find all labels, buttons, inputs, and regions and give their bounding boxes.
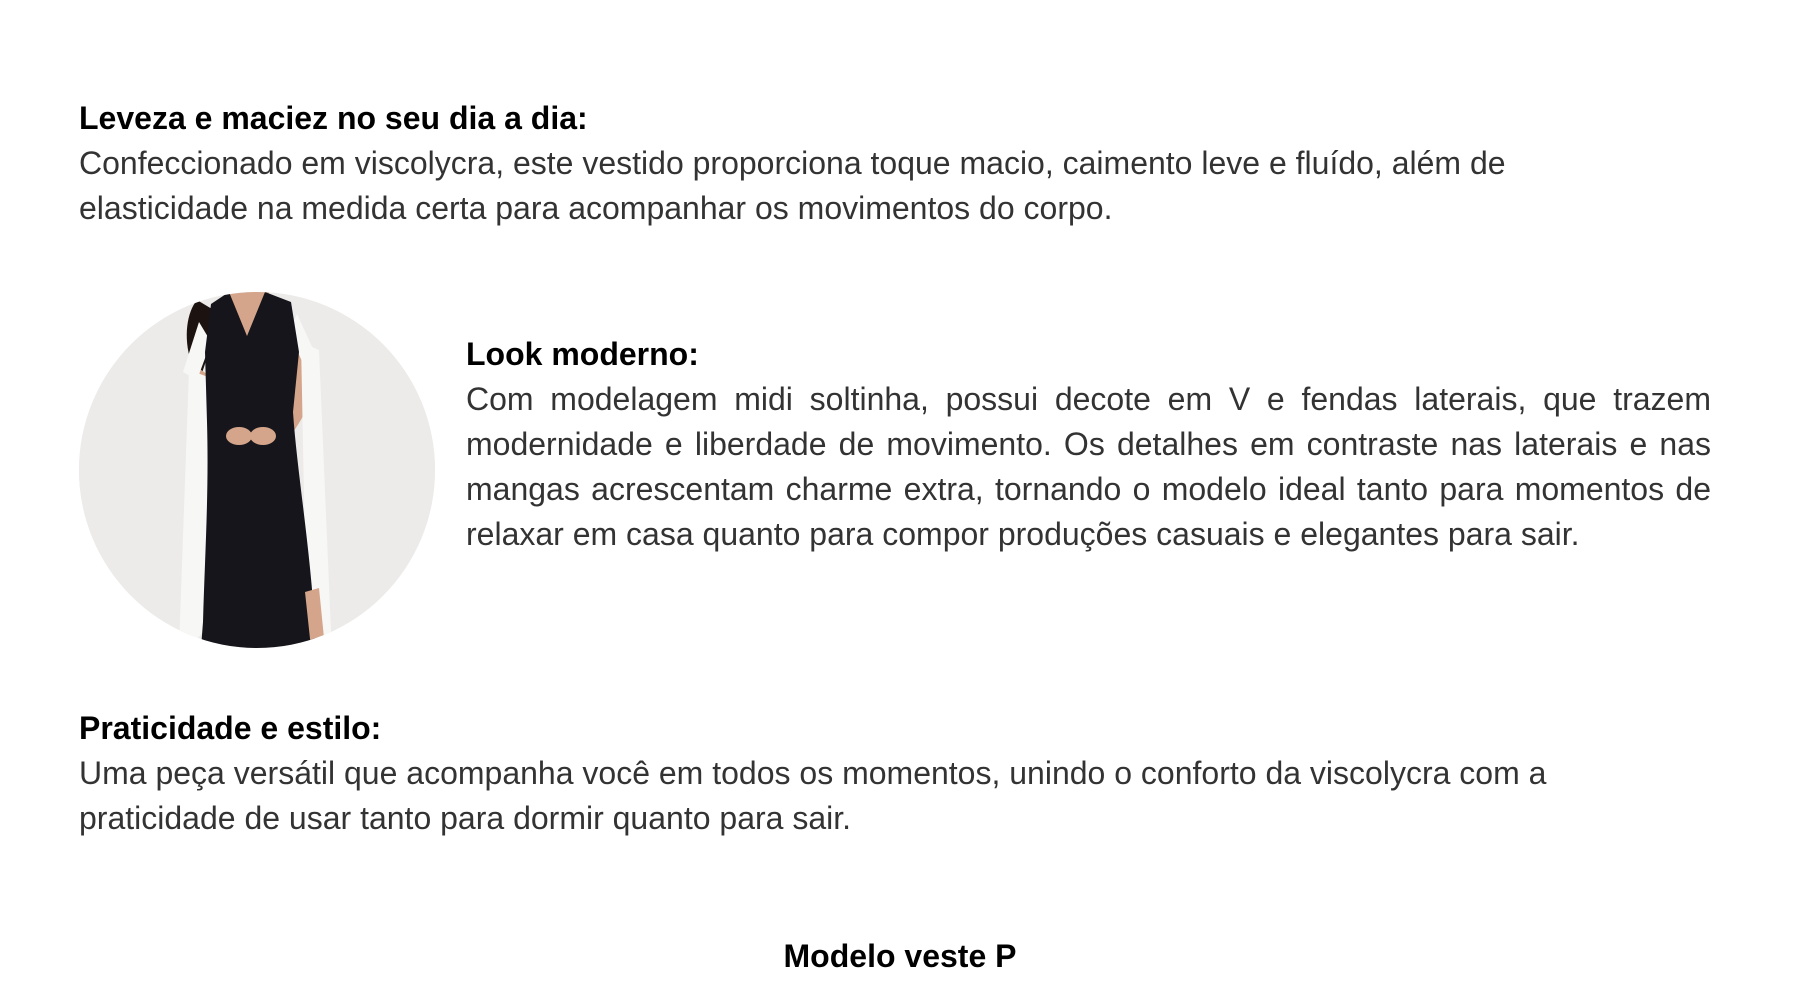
section-heading-lightness: Leveza e maciez no seu dia a dia: <box>79 100 588 136</box>
section-text-modern-look <box>466 332 1711 557</box>
section-practicality <box>79 706 1559 841</box>
section-body-modern-look: Com modelagem midi soltinha, possui decote em V e fendas laterais, que trazem modernidade e liberdade de movimento. Os detalhes em contraste nas laterais e nas mangas acrescentam charme extra, tornando o modelo ideal tanto para momentos de relaxar em casa quanto para compor produções casuais e elegantes para sair. <box>466 381 1711 552</box>
section-body-practicality: Uma peça versátil que acompanha você em todos os momentos, unindo o conforto da viscolycra com a praticidade de usar tanto para dormir quanto para sair. <box>79 755 1547 836</box>
section-modern-look <box>79 292 1719 648</box>
model-size-note: Modelo veste P <box>783 938 1017 974</box>
dress-model-illustration <box>79 292 435 648</box>
section-lightness <box>79 96 1559 231</box>
section-body-lightness: Confeccionado em viscolycra, este vestido proporciona toque macio, caimento leve e fluído, além de elasticidade na medida certa para acompanhar os movimentos do corpo. <box>79 145 1506 226</box>
section-heading-practicality: Praticidade e estilo: <box>79 710 382 746</box>
product-photo <box>79 292 435 648</box>
section-heading-modern-look: Look moderno: <box>466 336 699 372</box>
